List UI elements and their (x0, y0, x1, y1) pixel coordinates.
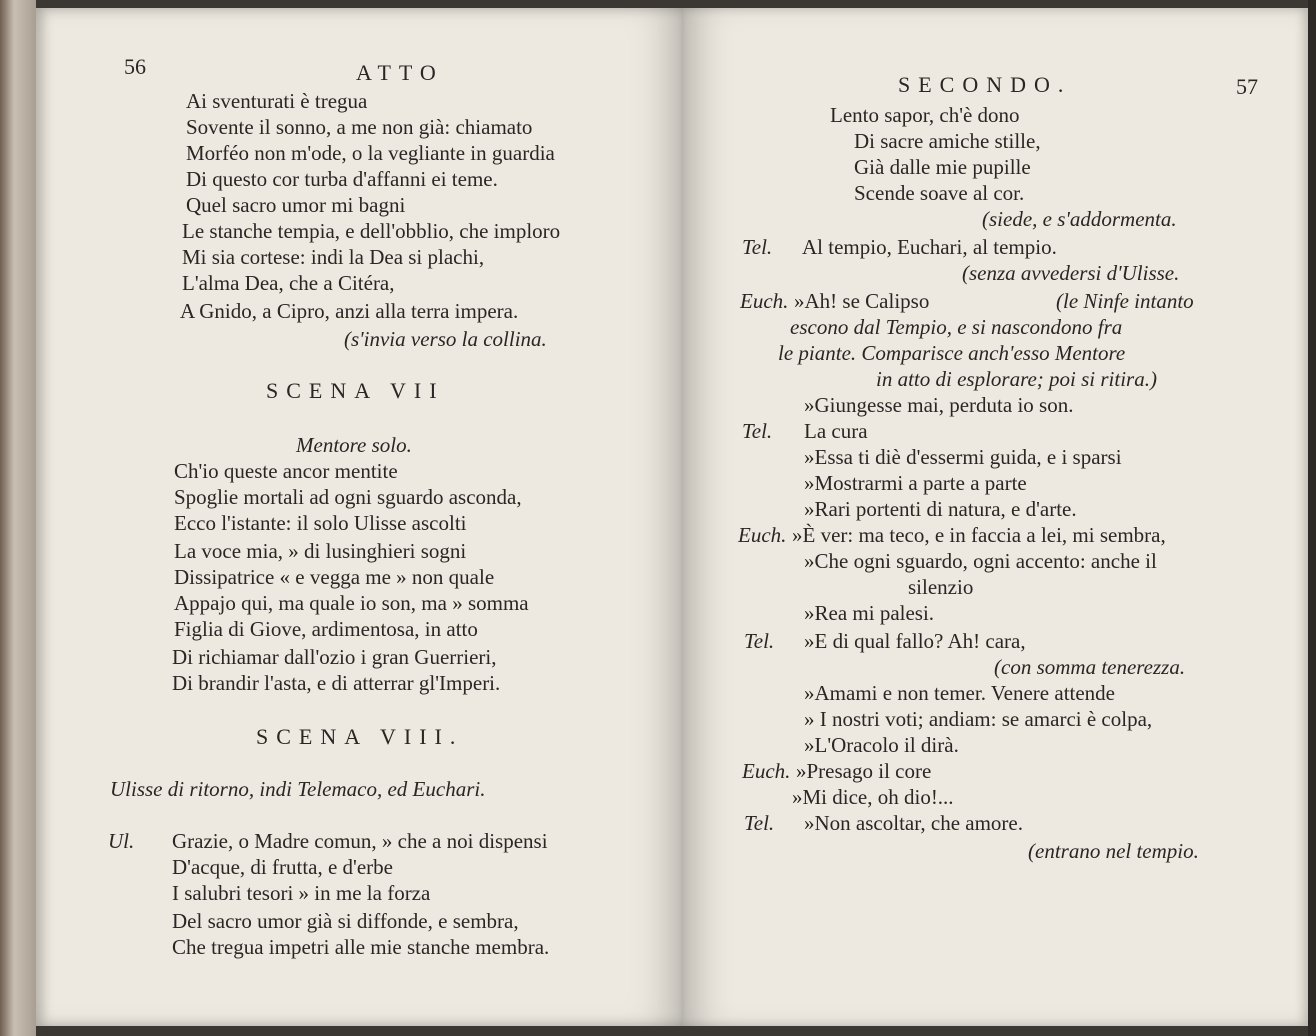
stage-direction: (entrano nel tempio. (1028, 839, 1199, 863)
scene-title: SCENA VII (266, 378, 445, 403)
text-line: »Non ascoltar, che amore. (804, 811, 1023, 835)
speaker-label: Euch. (738, 523, 787, 547)
text-line: Morféo non m'ode, o la vegliante in guardia (186, 141, 555, 165)
text-line: »È ver: ma teco, e in faccia a lei, mi sembra, (792, 523, 1166, 547)
right-edge (1308, 0, 1316, 1036)
text-line: Grazie, o Madre comun, » che a noi dispensi (172, 829, 548, 853)
text-line: Spoglie mortali ad ogni sguardo asconda, (174, 485, 522, 509)
text-line: Di sacre amiche stille, (854, 129, 1041, 153)
text-line: Ch'io queste ancor mentite (174, 459, 398, 483)
text-line: I salubri tesori » in me la forza (172, 881, 431, 905)
text-line: Al tempio, Euchari, al tempio. (802, 235, 1057, 259)
text-line: »Amami e non temer. Venere attende (804, 681, 1116, 705)
text-line: Le stanche tempia, e dell'obblio, che imploro (182, 219, 561, 243)
text-line: »Rea mi palesi. (804, 601, 935, 625)
text-line: »Mostrarmi a parte a parte (804, 471, 1027, 495)
stage-direction: (s'invia verso la collina. (344, 327, 547, 351)
text-line: Lento sapor, ch'è dono (830, 103, 1020, 127)
speaker-label: Tel. (744, 629, 775, 653)
text-line: »Essa ti diè d'essermi guida, e i sparsi (804, 445, 1122, 469)
scene-subtitle: Mentore solo. (296, 433, 412, 457)
running-head-left: ATTO (356, 60, 444, 85)
speaker-label: Euch. (740, 289, 789, 313)
text-line: »Presago il core (796, 759, 932, 783)
text-line: » I nostri voti; andiam: se amarci è colpa, (804, 707, 1153, 731)
scene-title: SCENA VIII. (256, 724, 464, 749)
stage-direction: (siede, e s'addormenta. (982, 207, 1177, 231)
left-page (36, 8, 682, 1026)
speaker-label: Ul. (108, 829, 135, 853)
speaker-label: Tel. (742, 419, 773, 443)
text-line: Appajo qui, ma quale io son, ma » somma (174, 591, 529, 615)
text-line: Che tregua impetri alle mie stanche membra. (172, 935, 550, 959)
stage-direction: (con somma tenerezza. (994, 655, 1186, 679)
text-line: A Gnido, a Cipro, anzi alla terra impera. (180, 299, 519, 323)
running-head-right: SECONDO. (898, 72, 1072, 97)
text-line: »Mi dice, oh dio!... (792, 785, 954, 809)
scene-subtitle: Ulisse di ritorno, indi Telemaco, ed Euchari. (110, 777, 486, 801)
text-line: D'acque, di frutta, e d'erbe (172, 855, 393, 879)
text-line: Mi sia cortese: indi la Dea si plachi, (182, 245, 485, 269)
text-line: Figlia di Giove, ardimentosa, in atto (174, 617, 478, 641)
text-line: »Ah! se Calipso (794, 289, 930, 313)
text-line: L'alma Dea, che a Citéra, (182, 271, 395, 295)
stage-direction: escono dal Tempio, e si nascondono fra (790, 315, 1123, 339)
stage-direction: in atto di esplorare; poi si ritira.) (876, 367, 1157, 391)
text-line: Sovente il sonno, a me non già: chiamato (186, 115, 533, 139)
right-page (682, 8, 1308, 1026)
text-line: Scende soave al cor. (854, 181, 1025, 205)
text-line: silenzio (908, 575, 974, 599)
text-line: Di brandir l'asta, e di atterrar gl'Imperi. (172, 671, 501, 695)
page-number-left: 56 (124, 54, 146, 79)
text-line: »Giungesse mai, perduta io son. (804, 393, 1074, 417)
text-line: La voce mia, » di lusinghieri sogni (174, 539, 467, 563)
text-line: »L'Oracolo il dirà. (804, 733, 959, 757)
page-stack-edge (0, 0, 36, 1036)
speaker-label: Tel. (744, 811, 775, 835)
text-line: Ai sventurati è tregua (186, 89, 368, 113)
stage-direction: le piante. Comparisce anch'esso Mentore (778, 341, 1126, 365)
speaker-label: Tel. (742, 235, 773, 259)
speaker-label: Euch. (742, 759, 791, 783)
text-line: Dissipatrice « e vegga me » non quale (174, 565, 495, 589)
text-line: La cura (804, 419, 868, 443)
text-line: »E di qual fallo? Ah! cara, (804, 629, 1026, 653)
stage-direction: (senza avvedersi d'Ulisse. (962, 261, 1180, 285)
stage-direction: (le Ninfe intanto (1056, 289, 1194, 313)
text-line: Del sacro umor già si diffonde, e sembra, (172, 909, 519, 933)
text-line: Ecco l'istante: il solo Ulisse ascolti (174, 511, 467, 535)
text-line: »Rari portenti di natura, e d'arte. (804, 497, 1077, 521)
text-line: »Che ogni sguardo, ogni accento: anche il (804, 549, 1157, 573)
text-line: Quel sacro umor mi bagni (186, 193, 406, 217)
page-number-right: 57 (1236, 74, 1258, 99)
text-line: Di questo cor turba d'affanni ei teme. (186, 167, 498, 191)
text-line: Di richiamar dall'ozio i gran Guerrieri, (172, 645, 497, 669)
text-line: Già dalle mie pupille (854, 155, 1031, 179)
